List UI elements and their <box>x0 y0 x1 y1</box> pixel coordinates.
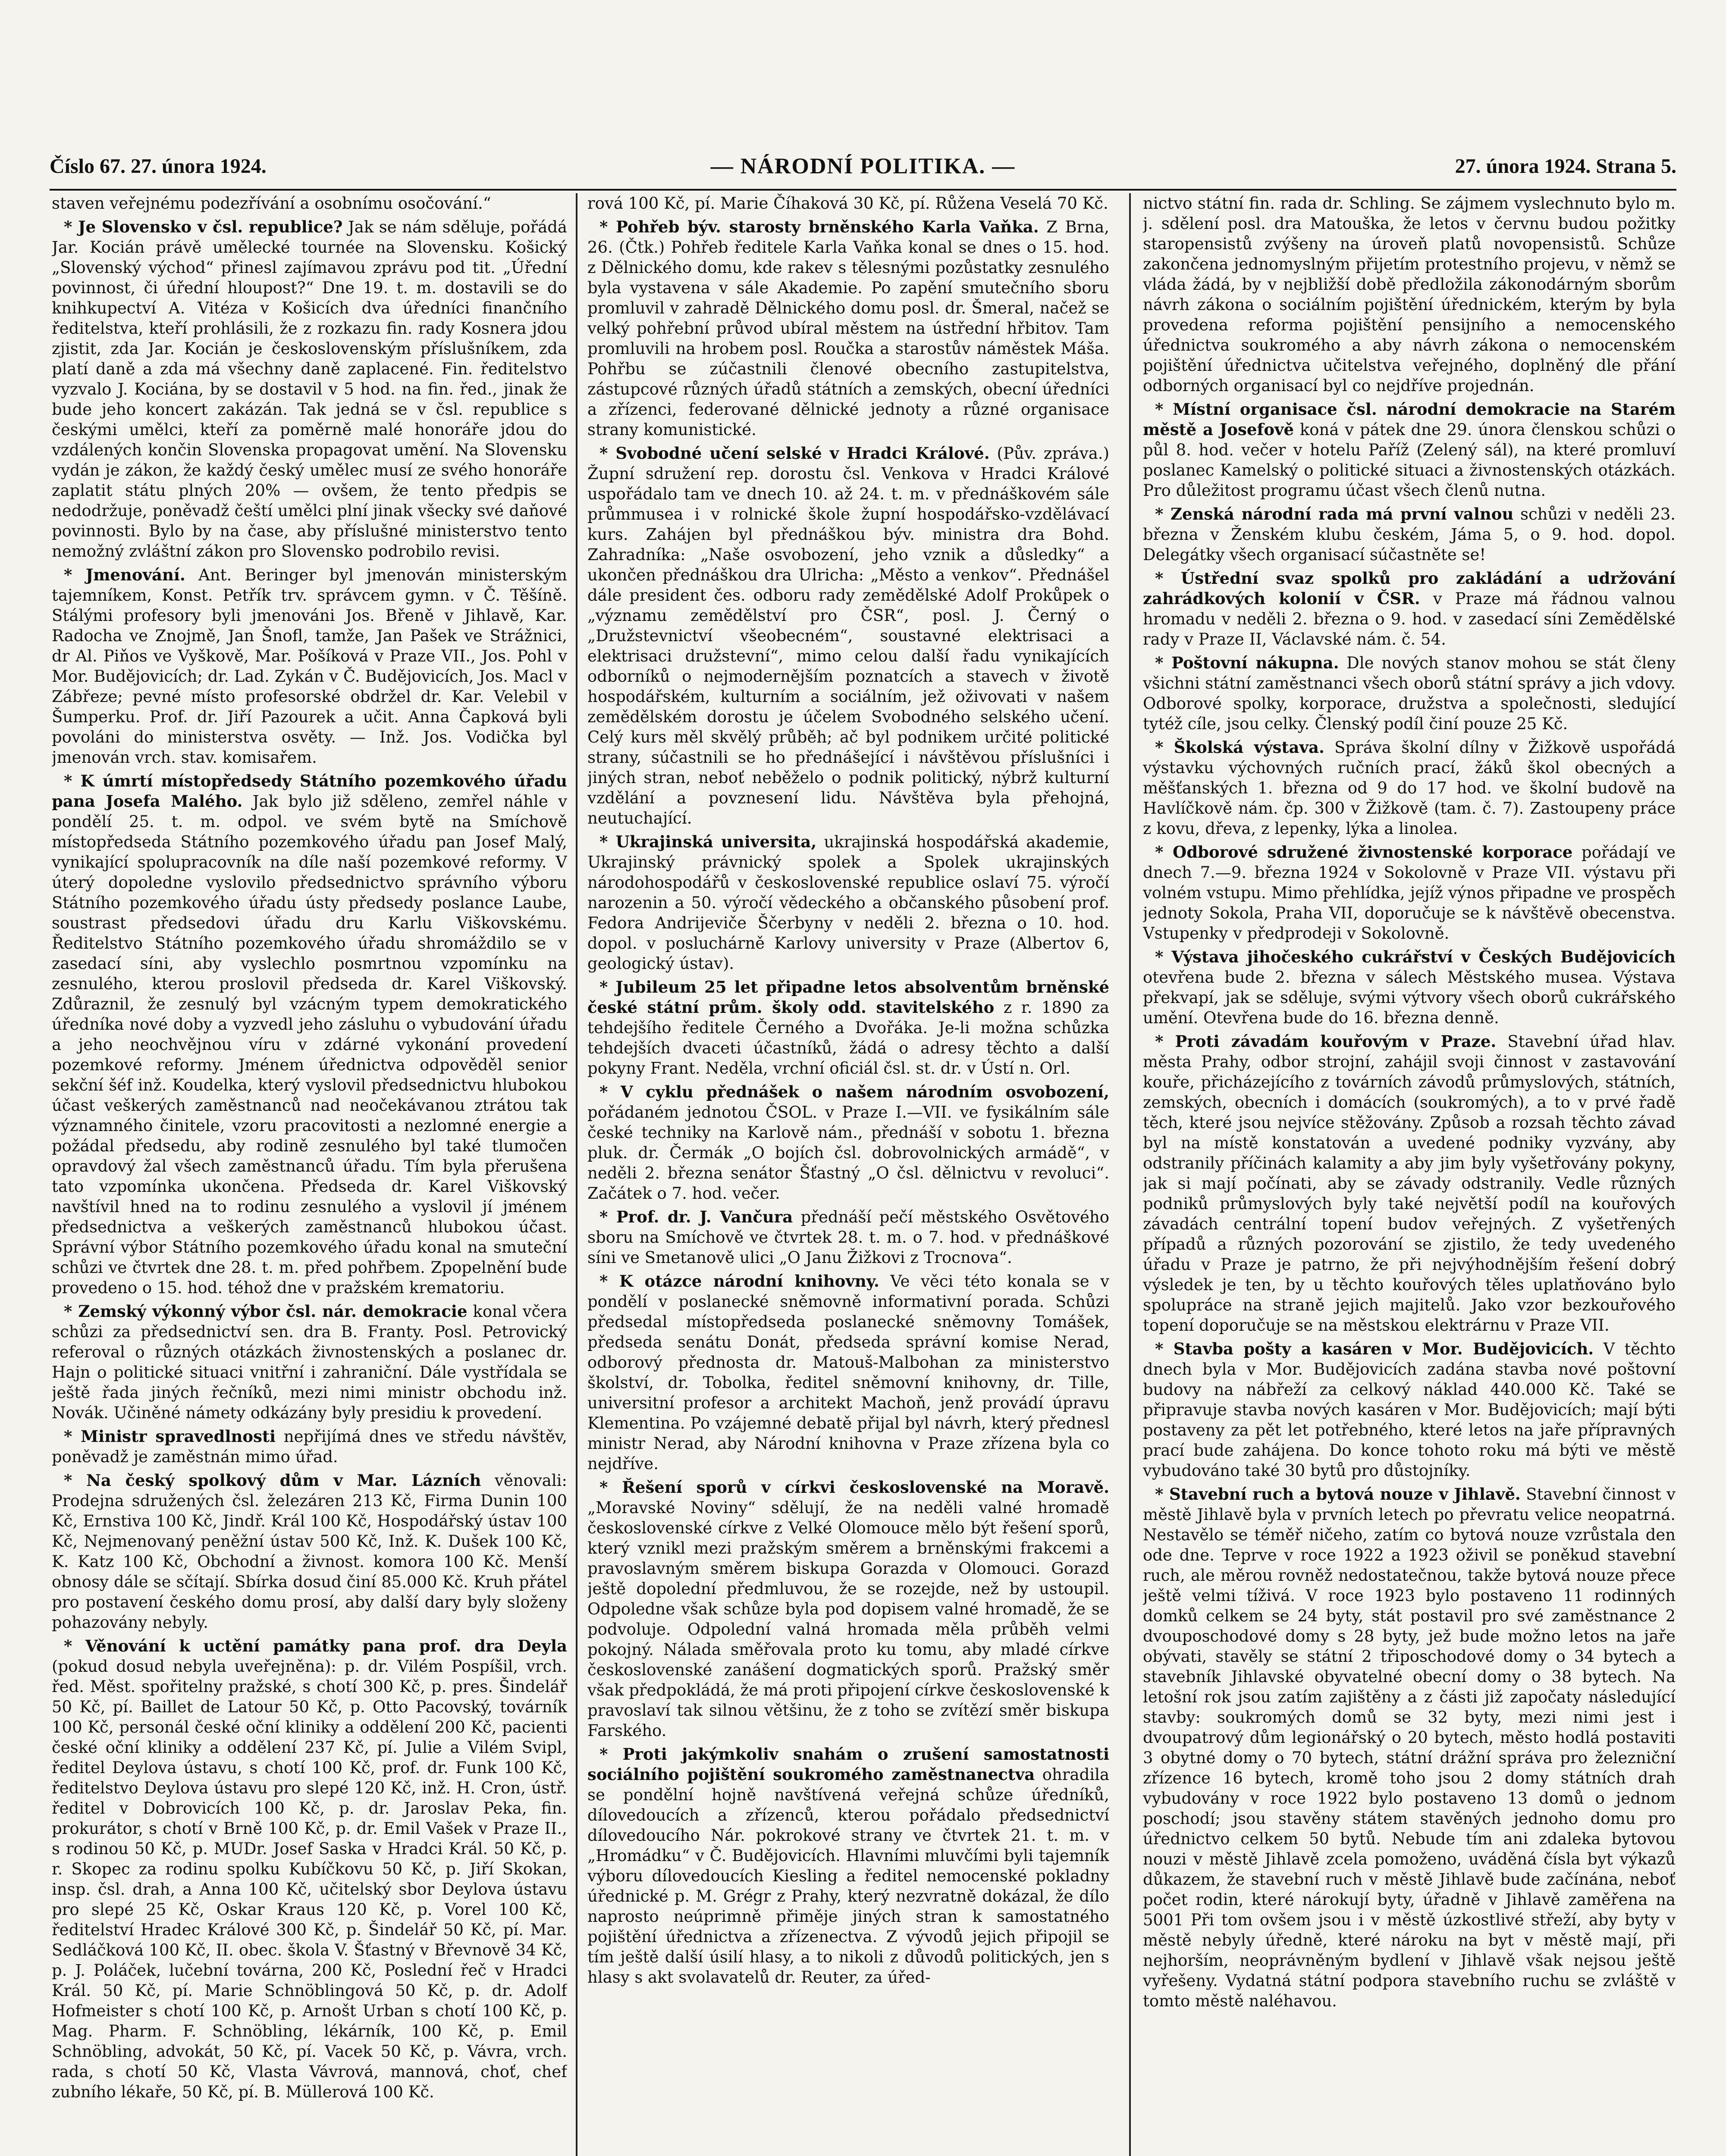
column-left <box>52 193 567 2156</box>
article-headline: * Místní organisace čsl. národní demokracie na Starém městě a Josefově <box>1143 400 1676 439</box>
article-paragraph <box>52 771 567 1298</box>
article-headline: * Jmenování. <box>64 565 185 584</box>
article-text: z r. 1890 za tehdejšího ředitele Černého a Dvořáka. Je-li možna schůzka tehdejších dvaceti účastníků, žádá o adresy těchto a další pokyny Frant. Nedělа, vrchní oficiál čsl. st. dr. v Ústí n. Orl. <box>587 998 1109 1078</box>
article-paragraph <box>1143 1484 1676 2011</box>
article-headline: * Na český spolkový dům v Mar. Lázních <box>64 1471 481 1490</box>
masthead-title: — NÁRODNÍ POLITIKA. — <box>710 154 1016 179</box>
article-headline: * K otázce národní knihovny. <box>599 1272 879 1291</box>
article-headline: * Proti jakýmkoliv snahám o zrušení samostatnosti sociálního pojištění soukromého zaměstnanectva <box>587 1745 1109 1784</box>
article-headline: * Ukrajinská universita, <box>599 832 817 851</box>
article-headline: * Výstava jihočeského cukrářství v Českých Budějovicích <box>1155 947 1676 966</box>
page-header <box>50 142 1676 190</box>
article-headline: * Prof. dr. J. Vančura <box>599 1207 793 1226</box>
article-paragraph <box>1143 193 1676 396</box>
article-paragraph <box>1143 1339 1676 1481</box>
article-text: rová 100 Kč, pí. Marie Číhaková 30 Kč, pí. Růžena Veselá 70 Kč. <box>587 194 1108 213</box>
article-paragraph <box>1143 1031 1676 1335</box>
article-headline: * Řešení sporů v církvi československé na Moravě. <box>599 1478 1109 1497</box>
article-text: ohradila se pondělní hojně navštívená veřejná schůze úředníků, dílovedoucích a zřízenců, kterou pořádalo předsednictví dílovedoucího Nár. pokrokové strany ve čtvrtek 21. t. m. v „Hromádku“ v Č. Budějovicích. Hlavními mluvčími byli tajemník výboru dílovedoucích Kiesling a ředitel nemocenské pokladny úřednické p. M. Grégr z Prahy, který nezvratně dokázal, že dílo naprosto neúprimně přiměje jiných stran k samostatného pojištění úřednictva a zřízenectva. Z vývodů jejich připojil se tím ještě další úsilí hlasy, a to nikoli z důvodů politických, jen s hlasy s akt svolavatelů dr. Reuter, za úřed- <box>587 1765 1109 1987</box>
article-headline: * Stavební ruch a bytová nouze v Jihlavě. <box>1155 1485 1521 1504</box>
article-paragraph <box>587 1207 1109 1268</box>
header-rule <box>50 189 1676 191</box>
article-text: Jak bylo již sděleno, zemřel náhle v pondělí 25. t. m. odpol. ve svém bytě na Smíchově místopředseda Státního pozemkového úřadu pan Josef Malý, vynikající spolupracovník na díle naší pozemkové reformy. V úterý dopoledne vyslovilo předsednictvo správního výboru Státního pozemkového úřadu ústy předsedy poslance Laube, soustrast předsedovi úřadu dru Karlu Viškovskému. Ředitelstvo Státního pozemkového úřadu shromáždilo se v zasedací síni, aby vyslechlo posmrtnou vzpomínku na zesnulého, kterou proslovil předseda dr. Karel Viškovský. Zdůraznil, že zesnulý byl vzácným typem demokratického úředníka nové doby a vyzvedl jeho zásluhu o vybudování úřadu a jeho neochvějnou víru v zdárné vykonání provedení pozemkové reformy. Jménem úřednictva odpověděl senior sekční šéf inž. Koudelka, který vyslovil předsednictvu hlubokou účast veškerých zaměstnanců nad neočekávanou ztrátou tak významného činitele, vzoru pracovitosti a nezlomné energie a požádal předsedu, aby rodině zesnulého byl také tlumočen opravdový žal všech zaměstnanců úřadu. Tím byla přerušena tato vzpomínka ukončena. Předseda dr. Karel Viškovský navštívil hned na to rodinu zesnulého a vyslovil jí jménem předsednictva a veškerých zaměstnanců hlubokou účast. Správní výbor Státního pozemkového úřadu konal na smuteční schůzi ve čtvrtek dne 28. t. m. před pohřbem. Zpopelnění bude provedeno o 15. hod. téhož dne v pražském krematoriu. <box>52 792 567 1297</box>
article-paragraph <box>52 1301 567 1423</box>
article-headline: * Zenská národní rada má první valnou <box>1155 505 1514 523</box>
article-headline: * Zemský výkonný výbor čsl. nár. demokracie <box>64 1302 468 1321</box>
article-paragraph <box>587 1271 1109 1474</box>
article-paragraph <box>52 1470 567 1633</box>
article-paragraph <box>587 193 1109 213</box>
article-headline: * K úmrtí místopředsedy Státního pozemkového úřadu pana Josefa Malého. <box>52 771 567 811</box>
article-paragraph <box>52 193 567 213</box>
article-paragraph <box>1143 504 1676 565</box>
article-text: Ant. Beringer byl jmenován ministerským tajemníkem, Konst. Petřík trv. správcem gymn. v Č. Těšíně. Stálými profesory byli jmenováni Jos. Břeně v Jihlavě, Kar. Radocha ve Znojmě, Jan Šnofl, tamže, Jan Pašek ve Strážnici, dr Al. Piňos ve Vyškově, Mar. Pošíková v Praze VII., Jos. Pohl v Mor. Budějovicích; dr. Lad. Zykán v Č. Budějovicích, Jos. Macl v Zábřeze; pevné místo profesorské obdržel dr. Kar. Velebil v Šumperku. Prof. dr. Jiří Pazourek a učit. Anna Čapková byli povoláni do ministerstva osvěty. — Inž. Jos. Vodička byl jmenován vrch. stav. komisařem. <box>52 566 567 767</box>
article-headline: * Školská výstava. <box>1155 738 1324 757</box>
article-text: konal včera schůzi za předsednictví sen. dra B. Franty. Posl. Petrovický referoval o různých otázkách živnostenských a poslanec dr. Hajn o politické situaci vnitřní i zahraniční. Dále vystřídala se ještě řada jiných řečníků, mezi nimi ministr obchodu inž. Novák. Učiněné námety odkázány byly presidiu k provedení. <box>52 1302 567 1422</box>
article-text: Z Brna, 26. (Čtk.) Pohřeb ředitele Karla Vaňka konal se dnes o 15. hod. z Dělnického domu, kde rakev s tělesnými pozůstatky zesnulého byla vystavena v sále Akademie. Po zapění smutečního sboru promluvil v zahradě Dělnického domu posl. dr. Šmeral, načež se velký pohřební průvod ubíral městem na ústřední hřbitov. Tam promluvili na hrobem posl. Roučka a starostův náměstek Máša. Pohřbu se zúčastnili členové obecního zastupitelstva, zástupcové různých úřadů státních a zemských, obecní úředníci a zřízenci, federované dělnické jednoty a různé organisace strany komunistické. <box>587 218 1109 439</box>
article-text: nictvo státní fin. rada dr. Schling. Se zájmem vyslechnuto bylo m. j. sdělení posl. dra Matouška, že letos v červnu budou požitky staropensistů zvýšeny na úroveň platů novopensistů. Schůze zakončena jednomyslným přijetím protestního projevu, v němž se vláda žádá, by v nejbližší době předložila zákonodárným sborům návrh zákona o sociálním pojištění úřednickém, kterým by byla provedena reforma pojištění pensijního a nemocenského úřednictva soukromého a aby návrh zákona o nemocenském pojištění úřednictva učitelstva veřejného, doplněný dle přání odborných organisací byl co nejdříve projednán. <box>1143 194 1676 395</box>
article-text: (Pův. zpráva.) Župní sdružení rep. dorostu čsl. Venkova v Hradci Králové uspořádalo tam ve dnech 10. až 24. t. m. v přednáškovém sále průmmusea i v rolnické škole župní hospodářsko-vzdělávací kurs. Zahájen byl přednáškou býv. ministra dra Bohd. Zahradníka: „Naše osvobození, jeho vznik a důsledky“ a ukončen přednáškou dra Ulricha: „Město a venkov“. Přednášel dále president čes. odboru rady zemědělské Adolf Prokůpek o „významu zemědělství pro ČSR“, posl. J. Černý o „Družstevnictví všeobecném“, soustavné elektrisaci a elektrisaci družstevní“, mimo celou další řadu vynikajících odborníků o nejmodernějším poznatcích a stavech v životě hospodářském, kulturním a sociálním, jež oživovati v našem zemědělském dorostu je účelem Svobodného selského učení. Celý kurs měl skvělý průběh; ač byl podnikem určité politické strany, súčastnili se ho přednášející i návštěvou příslušníci i jiných stran, neboť neběželo o podnik politický, nýbrž kulturní vzdělání a povznesení lidu. Návštěva byla přehojná, neutuchající. <box>587 444 1109 827</box>
column-right <box>1143 193 1676 2156</box>
column-separator <box>1129 193 1131 2156</box>
article-paragraph <box>1143 653 1676 734</box>
article-text: v Praze má řádnou valnou hromadu v neděli 2. března o 9. hod. v zasedací síni Zemědělské rady v Praze II, Václavské nám. č. 54. <box>1143 589 1676 649</box>
article-headline: * Odborové sdružené živnostenské korporace <box>1155 843 1573 862</box>
article-text: Stavební úřad hlav. města Prahy, odbor strojní, zahájil svoji činnost v zastavování kouře, přicházejícího z továrních závodů průmyslových, státních, zemských, obecních i domácích (soukromých), a to v prvé řadě těch, které jsou nejvíce stěžovány. Způsob a rozsah těchto závad byl na místě konstatován a uvedené podniky vyzvány, aby odstranily příčinách kalamity a aby jim byly vyšetřovány pokyny, jak si mají počínati, aby se závady odstranily. Vedle různých podniků průmyslových byly také největší podíl na kouřových závadách centrální topení budov veřejných. Z vyšetřených případů a různých pozorování se zjistilo, že tedy uvedeného úřadu v Praze je patrno, že při nejvýhodnějším řešení dobrý výsledek je ten, by u těchto kouřových těles uplatňováno bylo spolupráce na straně jejich majitelů. Jako vzor bezkouřového topení doporučuje se na městskou elektrárnu v Praze VII. <box>1143 1032 1676 1335</box>
article-text: přednáší pečí městského Osvětového sboru na Smíchově ve čtvrtek 28. t. m. o 7. hod. v přednáškové síni ve Smetanově ulici „O Janu Žižkovi z Trocnova“. <box>587 1208 1109 1267</box>
article-paragraph <box>1143 737 1676 839</box>
article-text: Stavební činnost v městě Jihlavě byla v prvních letech po převratu velice neopatrná. Nestavělo se téměř ničeho, zatím co bytová nouze vzrůstala den ode dne. Teprve v roce 1922 a 1923 oživil se poněkud stavební ruch, ale měrou rovněž nedostatečnou, takže bytová nouze přece ještě velmi tíživá. V roce 1923 bylo postaveno 11 rodinných domků celkem se 24 byty, stát postavil pro své zaměstnance 2 dvouposchodové domy s 28 byty, jež bude možno letos na jaře obývati, stavěly se státní 2 třiposchodové domy o 34 bytech a stavebník Jihlavské obyvatelné obecní domy o 38 bytech. Na letošní rok jsou zatím zajištěny a z části již započaty následující stavby: soukromých domů se 32 byty, mezi nimi jest i dvoupatrový dům legionářský o 20 bytech, město hodlá postaviti 3 obytné domy o 70 bytech, státní drážní správa pro železniční zřízence 16 bytech, kromě toho jsou 2 domy státních drah vybudovány v roce 1922 bylo postaveno 13 domů o jednom poschodí; jsou stavěny státem stavěných jednoho domu pro úřednictvo celkem 50 bytů. Nebude tím ani zdaleka bytovou nouzi v městě Jihlavě zcela pomoženo, uváděná čísla byt výkazů důkazem, že stavební ruch v městě Jihlavě bude začínána, neboť počet rodin, které nárokují byty, úřadně v Jihlavě zaměřena na 5001 Při tom ovšem jsou i v městě úzkostlivé střeží, aby byty v městě nebyly úředně, které nároku na byt v městě mají, při nejhorším, neoprávněným bydlení v Jihlavě však nejsou ještě vyřešeny. Vydatná státní podpora stavebního ruchu se zvláště v tomto městě naléhavou. <box>1143 1485 1676 2010</box>
article-paragraph <box>587 217 1109 440</box>
article-text: V těchto dnech byla v Mor. Budějovicích zadána stavba nové poštovní budovy na nábřeží za celkový náklad 440.000 Kč. Také se připravuje stavba nových kasáren v Mor. Budějovicích; mají býti postaveny za pět let potřebného, které letos na jaře přípravných prací bude zahájena. Do konce tohoto roku má býti ve městě vybudováno také 30 bytů pro důstojníky. <box>1143 1340 1676 1480</box>
article-headline: * Věnování k uctění památky pana prof. dra Deyla <box>64 1636 567 1655</box>
article-text: pořádaném jednotou ČSOL. v Praze I.—VII. ve fysikálním sále české techniky na Karlově nám., přednáší v sobotu 1. března pluk. dr. Čermák „O bojích čsl. dobrovolnických armádě“, v neděli 2. března senátor Šťastný „O čsl. dělnictvu v revoluci“. Začátek o 7. hod. večer. <box>587 1103 1109 1203</box>
article-text: Správa školní dílny v Žižkově uspořádá výstavku výchovných ručních prací, žáků škol obecných a měšťanských 1. března od 9 do 17 hod. ve školní budově na Havlíčkově nám. čp. 300 v Žižkově (tam. č. 7). Zastoupeny práce z kovu, dřeva, z lepenky, lýka a linolea. <box>1143 738 1676 838</box>
article-headline: * Proti závadám kouřovým v Praze. <box>1155 1032 1497 1051</box>
article-headline: * Stavba pošty a kasáren v Mor. Budějovicích. <box>1155 1339 1594 1358</box>
article-headline: * Ústřední svaz spolků pro zakládání a udržování zahrádkových kolonií v ČSR. <box>1143 569 1676 608</box>
article-headline: * Poštovní nákupna. <box>1155 653 1339 672</box>
article-text: otevřena bude 2. března v sálech Městského musea. Výstava překvapí, jak se sděluje, svými výtvory všech oborů cukrářského umění. Otevřena bude do 16. března denně. <box>1143 968 1676 1027</box>
article-paragraph <box>587 443 1109 828</box>
article-paragraph <box>587 1082 1109 1203</box>
article-headline: * Jubileum 25 let připadne letos absolventům brněnské české státní prům. školy odd. stavitelského <box>587 978 1109 1017</box>
article-paragraph <box>52 217 567 561</box>
article-paragraph <box>587 832 1109 974</box>
page-number: 27. února 1924. Strana 5. <box>1455 154 1676 178</box>
article-text: (pokud dosud nebyla uveřejněna): p. dr. Vilém Pospíšil, vrch. řed. Měst. spořitelny pražské, s chotí 300 Kč, p. pres. Šindelář 50 Kč, pí. Baillet de Latour 50 Kč, p. Otto Pacovský, továrník 100 Kč, personál české oční kliniky a oddělení 200 Kč, pacienti české oční kliniky a oddělení 237 Kč, pí. Julie a Vilém Svipl, ředitel Deylova ústavu, s chotí 100 Kč, prof. dr. Funk 100 Kč, ředitelstvo Deylova ústavu pro slepé 120 Kč, inž. H. Cron, ústř. ředitel v Dobrovicích 100 Kč, p. dr. Jaroslav Peka, fin. prokurátor, s chotí v Brně 100 Kč, p. dr. Emil Vašek v Praze II., s rodinou 50 Kč, p. MUDr. Josef Saska v Hradci Král. 50 Kč, p. r. Skopec za rodinu spolku Kubíčkovu 50 Kč, p. Jiří Skokan, insp. čsl. drah, a Anna 100 Kč, učitelský sbor Deylova ústavu pro slepé 25 Kč, Oskar Kraus 120 Kč, p. Vorel 100 Kč, ředitelství Hradec Králové 300 Kč, p. Šindelář 50 Kč, pí. Mar. Sedláčková 100 Kč, II. obec. škola V. Šťastný v Břevnově 34 Kč, p. J. Poláček, lučební továrna, 200 Kč, Poslední řeč v Hradci Král. 50 Kč, pí. Marie Schnöblingová 50 Kč, p. dr. Adolf Hofmeister s chotí 100 Kč, p. Arnošt Urban s chotí 100 Kč, p. Mag. Pharm. F. Schnöbling, lékárník, 100 Kč, p. Emil Schnöbling, advokát, 50 Kč, pí. Vacek 50 Kč, p. Vávra, vrch. rada, s chotí 50 Kč, Vlasta Vávrová, mannová, choť, chef zubního lékaře, 50 Kč, pí. B. Müllerová 100 Kč. <box>52 1657 567 2101</box>
article-paragraph <box>587 977 1109 1078</box>
article-paragraph <box>52 1426 567 1467</box>
article-paragraph <box>1143 399 1676 501</box>
article-text: ukrajinská hospodářská akademie, Ukrajinský právnický spolek a Spolek ukrajinských národohospodářů v československé republice oslaví 75. výročí narozenin a 50. výročí vědeckého a občanského působení prof. Fedora Andrijeviče Ščerbyny v neděli 2. března o 10. hod. dopol. v posluchárně Karlovy university v Praze (Albertov 6, geologický ústav). <box>587 833 1109 973</box>
article-text: „Moravské Noviny“ sdělují, že na neděli valné hromadě československé církve z Velké Olomouce mělo být řešení sporů, který vznikl mezi pražským směrem a brněnskými frakcemi a pravoslavným směrem biskupa Gorazda v Olomouci. Gorazd ještě dopolední předmluvou, že se rozejde, než by ustoupil. Odpoledne však schůze byla pod dopisem valné hromadě, že se podvoluje. Odpolední valná hromada měla průběh velmi pokojný. Nálada směřovala proto ku tomu, aby mladé církve československé zanášení dogmatických sporů. Pražský směr však předpokládá, že má proti připojení církve československé k pravoslaví tak silnou většinu, že z toho se zvítězí směr biskupa Farského. <box>587 1498 1109 1740</box>
article-paragraph <box>587 1477 1109 1741</box>
article-text: Ve věci této konala se v pondělí v poslanecké sněmovně informativní porada. Schůzi předsedal místopředseda poslanecké sněmovny Tomášek, předseda senátu Donát, předseda správní komise Nerad, odborový přednosta dr. Matouš-Malbohan za ministerstvo školství, dr. Tobolka, ředitel sněmovní knihovny, dr. Tille, universitní profesor a architekt Machoň, jenž provádí úpravu Klementina. Po vzájemné debatě přijal byl návrh, který přednesl ministr Nerad, aby Národní knihovna v Praze zřízena byla co nejdříve. <box>587 1272 1109 1473</box>
article-paragraph <box>1143 842 1676 943</box>
article-headline: * Svobodné učení selské v Hradci Králové. <box>599 444 990 463</box>
article-text: Dle nových stanov mohou se stát členy všichni státní zaměstnanci všech oborů státní správy a jich vdovy. Odborové spolky, korporace, družstva a společnosti, sledující tytéž cíle, jsou celky. Členský podíl činí pouze 25 Kč. <box>1143 654 1676 733</box>
article-paragraph <box>52 565 567 768</box>
article-text: Jak se nám sděluje, pořádá Jar. Kocián právě umělecké tournée na Slovensku. Košický „Slovenský východ“ přinesl zajímavou zprávu pod tit. „Úřední povinnost, či úřední hloupost?“ Dne 19. t. m. dostavili se do knihkupectví A. Vitéza v Košicích dva úředníci finančního ředitelstva, kteří prohlásili, že z rozkazu fin. rady Kosnera jdou zjistit, zda Jar. Kocián je československým příslušníkem, zda platí daně a zda má všechny daně zaplacené. Fin. ředitelstvo vyzvalo J. Kociána, by se dostavil v 5 hod. na fin. řed., jinak že bude jeho koncert zakázán. Tak jedná se v čsl. republice s českými umělci, kteří za poměrně malé honoráře jdou do vzdálených končin Slovenska propagovat umění. Na Slovensku vydán je zákon, že každý český umělec musí ze svého honoráře zaplatit státu plných 20% — ovšem, že tento předpis se nedodržuje, poněvadž čeští umělci plní jinak všecky své daňové povinnosti. Bylo by na čase, aby příslušné ministerstvo tento nemožný zvláštní zákon pro Slovensko podrobilo revisi. <box>52 218 567 561</box>
article-text: věnovali: Prodejna sdružených čsl. železáren 213 Kč, Firma Dunin 100 Kč, Ernstiva 100 Kč, Jindř. Král 100 Kč, Hospodářský ústav 100 Kč, Nejmenovaný peněžní ústav 500 Kč, Inž. K. Dušek 100 Kč, K. Katz 100 Kč, Obchodní a živnost. komora 100 Kč. Menší obnosy dále se sčítají. Sbírka dosud činí 85.000 Kč. Kruh přátel pro postavení českého domu prosí, aby další dary byly složeny pohazovány nebyly. <box>52 1471 567 1632</box>
article-text: koná v pátek dne 29. února členskou schůzi o půl 8. hod. večer v hotelu Paříž (Zelený sál), na které promluví poslanec Kamelský o politické situaci a živnostenských otázkách. Pro důležitost programu účast všech členů nutna. <box>1143 420 1676 500</box>
article-paragraph <box>52 1636 567 2102</box>
article-text: nepřijímá dnes ve středu návštěv, poněvadž je zaměstnán mimo úřad. <box>52 1427 567 1466</box>
article-text: staven veřejnému podezřívání a osobnímu osočování.“ <box>52 194 491 213</box>
column-middle <box>587 193 1109 2156</box>
article-headline: * V cyklu přednášek o našem národním osvobození, <box>599 1082 1109 1101</box>
article-text: pořádají ve dnech 7.—9. března 1924 v Sokolovně v Praze VII. výstavu při volném vstupu. Mimo přehlídka, jejíž výnos připadne ve prospěch jednoty Sokola, Praha VII, doporučuje se k návštěvě obecenstva. Vstupenky v předprodeji v Sokolovně. <box>1143 843 1676 943</box>
article-headline: * Ministr spravedlnosti <box>64 1427 276 1446</box>
article-paragraph <box>587 1744 1109 1987</box>
article-paragraph <box>1143 947 1676 1028</box>
issue-info: Číslo 67. 27. února 1924. <box>50 154 267 178</box>
column-separator <box>576 193 577 2156</box>
article-headline: * Je Slovensko v čsl. republice? <box>64 217 343 236</box>
article-paragraph <box>1143 568 1676 649</box>
article-text: schůzi v neděli 23. března v Ženském klubu českém, Jáma 5, o 9. hod. dopol. Delegátky všech organisací súčastněte se! <box>1143 505 1676 564</box>
article-headline: * Pohřeb býv. starosty brněnského Karla Vaňka. <box>599 217 1039 236</box>
